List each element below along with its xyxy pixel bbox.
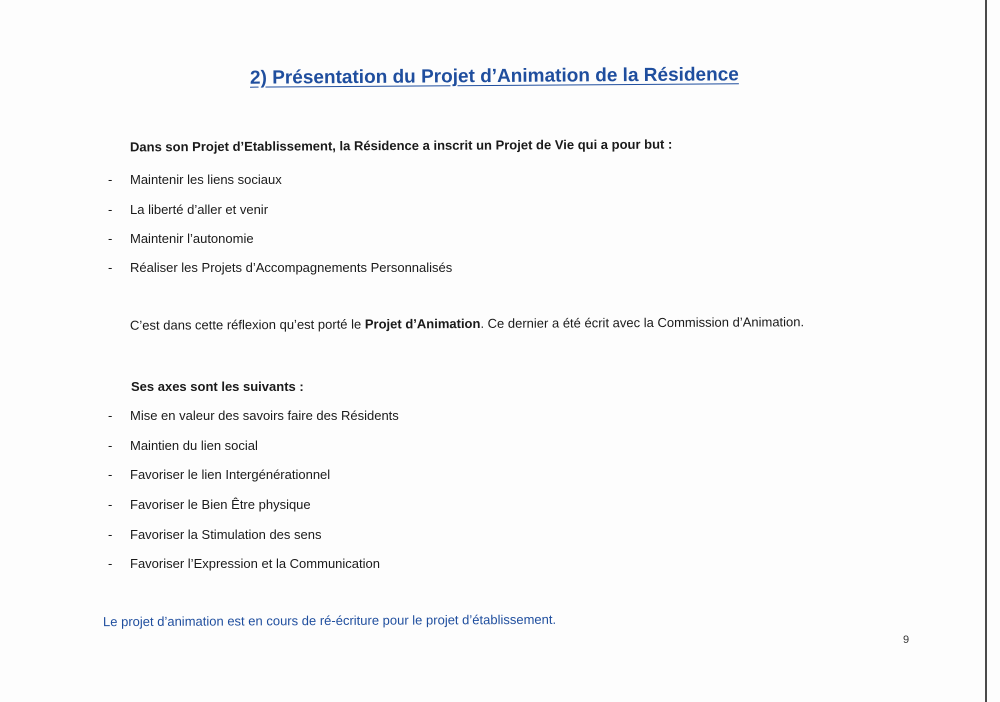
axis-text: Favoriser le Bien Être physique <box>130 497 311 512</box>
bullet-dash: - <box>108 497 113 512</box>
goal-text: Maintenir les liens sociaux <box>130 172 282 187</box>
goal-text: La liberté d’aller et venir <box>130 202 269 217</box>
bullet-dash: - <box>108 438 113 453</box>
bullet-dash: - <box>108 527 113 542</box>
bullet-dash: - <box>108 467 113 482</box>
list-item-axis-2 <box>108 438 258 453</box>
bullet-dash: - <box>108 260 113 275</box>
axis-text: Favoriser le lien Intergénérationnel <box>130 467 331 482</box>
list-item-goal-3 <box>108 231 254 246</box>
intro-text: Dans son Projet d’Etablissement, la Résidence a inscrit un Projet de Vie qui a pour but : <box>129 136 673 155</box>
axis-text: Mise en valeur des savoirs faire des Résidents <box>130 408 399 423</box>
goal-text: Maintenir l’autonomie <box>130 231 254 246</box>
reflection-paragraph <box>130 314 804 333</box>
paragraph-bold: Projet d’Animation <box>364 315 481 332</box>
rewrite-note: Le projet d’animation est en cours de ré-écriture pour le projet d’établissement. <box>102 611 557 630</box>
bullet-dash: - <box>108 556 113 571</box>
list-item-axis-4 <box>108 497 311 512</box>
list-item-axis-1 <box>108 408 399 423</box>
axis-text: Favoriser l’Expression et la Communication <box>130 556 380 571</box>
list-item-axis-3 <box>108 467 330 482</box>
bullet-dash: - <box>108 231 113 246</box>
bullet-dash: - <box>108 408 113 423</box>
paragraph-after: . Ce dernier a été écrit avec la Commission d’Animation. <box>480 314 805 331</box>
list-item-axis-6 <box>108 556 380 571</box>
section-title: 2) Présentation du Projet d’Animation de la Résidence <box>249 64 739 89</box>
axis-text: Favoriser la Stimulation des sens <box>130 527 322 542</box>
list-item-axis-5 <box>108 527 321 542</box>
axes-heading: Ses axes sont les suivants : <box>131 379 304 394</box>
list-item-goal-1 <box>108 172 282 187</box>
bullet-dash: - <box>108 202 113 217</box>
bullet-dash: - <box>108 172 113 187</box>
paragraph-before: C’est dans cette réflexion qu’est porté le <box>129 316 365 333</box>
axis-text: Maintien du lien social <box>130 438 258 453</box>
goal-text: Réaliser les Projets d’Accompagnements Personnalisés <box>130 260 453 275</box>
list-item-goal-2 <box>108 202 268 217</box>
page-edge <box>985 0 987 702</box>
list-item-goal-4 <box>108 260 452 275</box>
page-number: 9 <box>903 634 910 646</box>
